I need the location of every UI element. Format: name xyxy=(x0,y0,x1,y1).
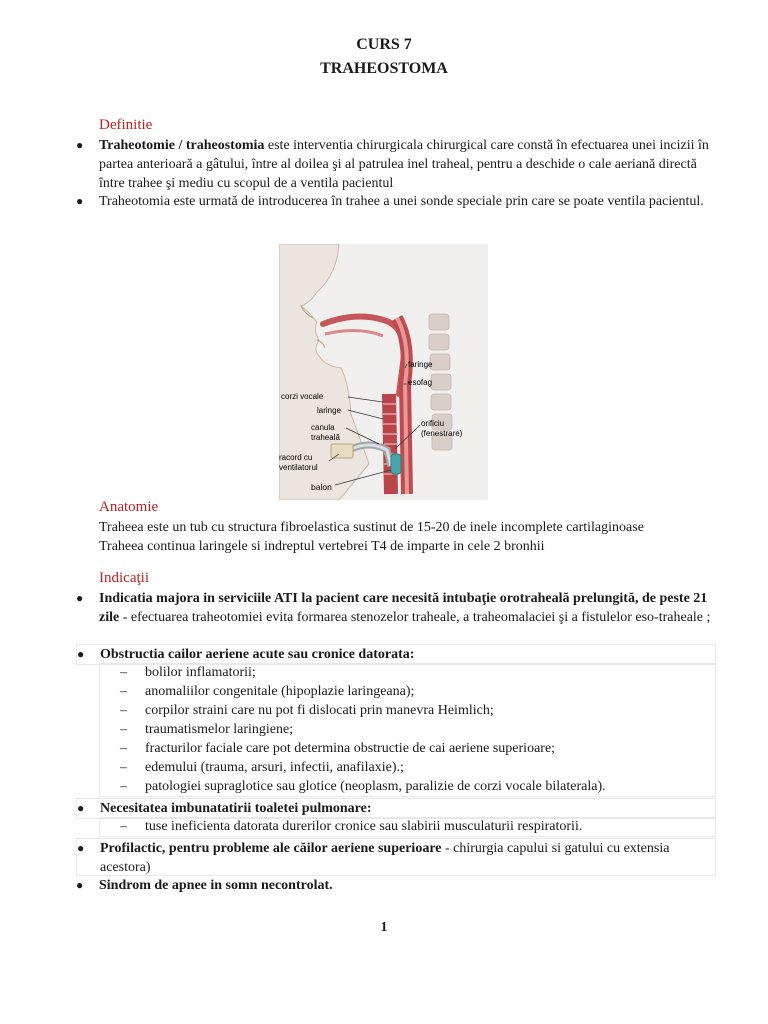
bullet-icon: ● xyxy=(77,647,85,661)
sub-list-item: – edemului (trauma, arsuri, infectii, anafilaxie).; xyxy=(120,759,716,778)
list-item: ● Indicatia majora in serviciile ATI la pacient care necesită intubaţie orotraheală prelungită, de peste 21 zile - efectuarea traheotomiei evita formarea stenozelor traheale, a traheomalaciei şi a fistulelor eso-traheale ; xyxy=(76,591,711,625)
anatomie-line-1: Traheea este un tub cu structura fibroelastica sustinut de 15-20 de inele incomplete cartilaginoase xyxy=(99,520,644,535)
anatomie-line-2: Traheea continua laringele si indreptul vertebrei T4 de imparte in cele 2 bronhii xyxy=(99,539,545,554)
section-heading-definitie: Definitie xyxy=(99,117,153,133)
bullet-icon: ● xyxy=(76,591,84,605)
label-canula: canula xyxy=(311,423,335,432)
label-fenestrare: (fenestrare) xyxy=(421,429,463,438)
dash-icon: – xyxy=(120,665,127,680)
list-item: ● Traheotomie / traheostomia este interventia chirurgicala chirurgical care constă în efectuarea unei incizii în partea anterioară a gâtului, între al doilea şi al patrulea inel traheal, pentru a deschide o cale aeriană directă între trahee şi mediu cu scopul de a ventila pacientul xyxy=(76,138,709,191)
label-ventilatorul: ventilatorul xyxy=(279,463,318,472)
label-faringe: faringe xyxy=(408,360,433,369)
page-title: TRAHEOSTOMA xyxy=(320,60,448,77)
dash-icon: – xyxy=(120,741,127,756)
dash-icon: – xyxy=(120,684,127,699)
label-orificiu: orificiu xyxy=(421,419,445,428)
list-item: ● Necesitatea imbunatatirii toaletei pulmonare: xyxy=(76,798,716,819)
dash-icon: – xyxy=(120,722,127,737)
label-canula-traheala: traheală xyxy=(311,433,340,442)
list-item: ● Sindrom de apnee in somn necontrolat. xyxy=(76,878,333,893)
sub-list-item: – patologiei supraglotice sau glotice (neoplasm, paralizie de corzi vocale bilaterala). xyxy=(120,778,716,797)
sub-list-item: – bolilor inflamatorii; xyxy=(120,664,716,683)
dash-icon: – xyxy=(120,760,127,775)
sub-list-item: – traumatismelor laringiene; xyxy=(120,721,716,740)
bullet-icon: ● xyxy=(76,194,84,208)
label-balon: balon xyxy=(311,482,332,492)
page-number: 1 xyxy=(380,920,388,935)
sub-list-item: – tuse ineficienta datorata durerilor cronice sau slabirii musculaturii respiratorii. xyxy=(120,818,716,837)
list-item: ● Profilactic, pentru probleme ale căilor aeriene superioare - chirurgia capului si gatului cu extensia acestora) xyxy=(76,838,716,876)
label-esofag: esofag xyxy=(408,378,433,387)
label-laringe: laringe xyxy=(317,406,342,415)
list-item: ● Obstructia cailor aeriene acute sau cronice datorata: xyxy=(76,644,716,665)
sub-list-item: – corpilor straini care nu pot fi dislocati prin manevra Heimlich; xyxy=(120,702,716,721)
sub-list-item: – fracturilor faciale care pot determina obstructie de cai aeriene superioare; xyxy=(120,740,716,759)
bullet-icon: ● xyxy=(76,878,84,892)
bullet-icon: ● xyxy=(77,841,85,855)
section-heading-anatomie: Anatomie xyxy=(99,499,159,515)
bullet-icon: ● xyxy=(77,801,85,815)
dash-icon: – xyxy=(120,819,127,834)
label-racord: racord cu xyxy=(279,453,313,462)
list-item: ● Traheotomia este urmată de introducerea în trahee a unei sonde speciale prin care se poate ventila pacientul. xyxy=(76,194,704,209)
sub-list-item: – anomaliilor congenitale (hipoplazie laringeana); xyxy=(120,683,716,702)
trachea-anatomy-figure xyxy=(279,244,488,500)
tracheostomy-diagram xyxy=(279,244,488,500)
label-corzi-vocale: corzi vocale xyxy=(281,392,324,401)
dash-icon: – xyxy=(120,779,127,794)
bullet-icon: ● xyxy=(76,138,84,152)
course-number: CURS 7 xyxy=(356,36,412,53)
section-heading-indicatii: Indicaţii xyxy=(99,570,149,586)
dash-icon: – xyxy=(120,703,127,718)
